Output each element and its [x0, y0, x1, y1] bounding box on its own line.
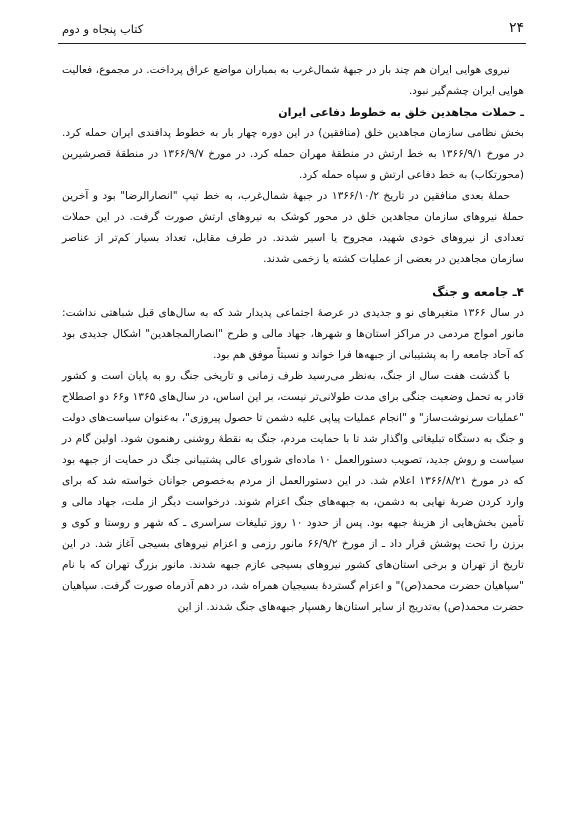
book-title: کتاب پنجاه و دوم [62, 22, 144, 36]
paragraph-mujahedin-attacks-2: حملهٔ بعدی منافقین در تاریخ ۱۳۶۶/۱۰/۲ در جبههٔ شمال‌غرب، به خط تیپ "انصارالرضا" بود و آخرین حملهٔ نیروهای سازمان مجاهدین خلق در محور کوشک به نیروهای ارتش صورت گرفت. در این حملات تعدادی از نیروهای خودی شهید، مجروح یا اسیر شدند. در طرف مقابل، تعداد بسیار کم‌تر از عناصر سازمان مجاهدین در بعضی از عملیات کشته یا زخمی شدند. [62, 190, 524, 265]
paragraph-society-new-variables: در سال ۱۳۶۶ متغیرهای نو و جدیدی در عرصهٔ اجتماعی پدیدار شد که به سال‌های قبل شباهتی نداشت: مانور امواج مردمی در مراکز استان‌ها و شهرها، جهاد مالی و طرح "انصارالمجاهدین" اشکال جدیدی بود که آحاد جامعه را به پشتیبانی از جبهه‌ها فرا خواند و نسبتاً موفق هم بود. [62, 307, 524, 361]
section-heading-society-and-war: ۴ـ جامعه و جنگ [432, 285, 524, 299]
page-header [62, 20, 524, 42]
header-rule [58, 43, 526, 44]
page-body [62, 60, 524, 618]
paragraph-mujahedin-attacks-1: بخش نظامی سازمان مجاهدین خلق (منافقین) در این دوره چهار بار به خطوط پدافندی ایران حمله کرد. در مورخ ۱۳۶۶/۹/۱ به خط ارتش در منطقهٔ مهران حمله کرد. در مورخ ۱۳۶۶/۹/۷ در منطقهٔ قصرشیرین (محورتکاب) به خط دفاعی ارتش و سپاه حمله کرد. [62, 127, 524, 181]
paragraph-air-force: نیروی هوایی ایران هم چند بار در جبههٔ شمال‌غرب به بمباران مواضع عراق پرداخت. در مجموع، فعالیت هوایی ایران چشم‌گیر نبود. [62, 64, 524, 97]
subheading-mujahedin-attacks: ـ حملات مجاهدین خلق به خطوط دفاعی ایران [278, 106, 524, 119]
page-number: ۲۴ [508, 20, 524, 36]
paragraph-seven-years-of-war: با گذشت هفت سال از جنگ، به‌نظر می‌رسید ظرف زمانی و تاریخی جنگ رو به پایان است و کشور قادر به تحمل وضعیت جنگی برای مدت طولانی‌تر نیست، بر این اساس، در سال‌های ۱۳۶۵ و۶۶ دو اصطلاح "عملیات سرنوشت‌ساز" و "انجام عملیات پیاپی علیه دشمن تا حصول پیروزی"، به‌عنوان سیاست‌های دولت و جنگ به دستگاه تبلیغاتی واگذار شد تا با حمایت مردم، جنگ به نقطهٔ روشنی رهنمون شود. اولین گام در سیاست و روش جدید، تصویب دستورالعمل ۱۰ ماده‌ای شورای عالی پشتیبانی جنگ در حمایت از جبهه بود که در مورخ ۱۳۶۶/۸/۲۱ اعلام شد. در این دستورالعمل از مردم به‌خصوص جوانان خواسته شد که برای وارد کردن ضربهٔ نهایی به دشمن، به جبهه‌های جنگ اعزام شوند. درخواست دیگر از ملت، جهاد مالی و تأمین بخش‌هایی از هزینهٔ جبهه بود. پس از حدود ۱۰ روز تبلیغات سراسری ـ که شهر و روستا و کوی و برزن را تحت پوشش قرار داد ـ از مورخ ۶۶/۹/۲ مانور رزمی و اعزام نیروهای بسیجی آغاز شد. در این تاریخ از تهران و برخی استان‌های کشور نیروهای بسیجی عازم جبهه شدند. مانور بزرگ تهران که با نام "سپاهیان حضرت محمد(ص)" و اعزام گستردهٔ بسیجیان همراه شد، در دهم آذرماه صورت گرفت. سپاهیان حضرت محمد(ص) به‌تدریج از سایر استان‌ها رهسپار جبهه‌های جنگ شدند. از این [62, 370, 525, 613]
